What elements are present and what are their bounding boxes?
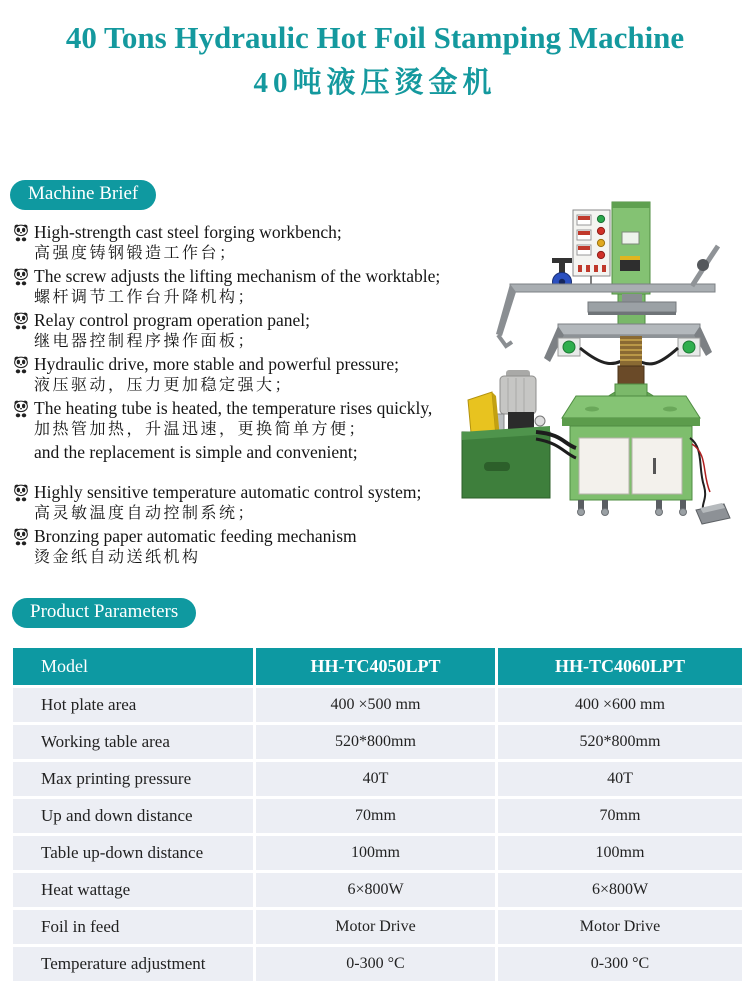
row-value: 6×800W [256,873,495,907]
row-label: Working table area [13,725,253,759]
row-value: 40T [498,762,742,796]
list-item [12,221,474,265]
row-value: 40T [256,762,495,796]
brief-item-zh: 高强度铸钢锻造工作台； [34,245,238,262]
row-value: 70mm [498,799,742,833]
parameters-table [13,648,742,981]
brief-item-zh: 液压驱动，压力更加稳定强大； [34,377,294,394]
row-value: 100mm [256,836,495,870]
list-item [12,265,474,309]
list-item [12,309,474,353]
table-header-model-2: HH-TC4060LPT [498,648,742,685]
table-header-model: Model [13,648,253,685]
machine-photo [452,186,748,540]
brief-item-en: High-strength cast steel forging workbench; [34,222,342,242]
panda-bullet-icon [12,356,30,374]
panda-bullet-icon [12,312,30,330]
list-item [12,525,474,569]
row-value: Motor Drive [498,910,742,944]
panda-bullet-icon [12,484,30,502]
row-label: Hot plate area [13,688,253,722]
machine-head-column [612,202,650,336]
panda-bullet-icon [12,224,30,242]
row-value: 400 ×600 mm [498,688,742,722]
list-item [12,397,474,463]
list-item [12,353,474,397]
row-label: Max printing pressure [13,762,253,796]
brief-item-zh: 烫金纸自动送纸机构 [34,549,201,566]
row-label: Foil in feed [13,910,253,944]
brief-item-en: Relay control program operation panel; [34,310,311,330]
row-label: Temperature adjustment [13,947,253,981]
brief-item-en: Hydraulic drive, more stable and powerful pressure; [34,354,399,374]
product-parameters-heading: Product Parameters [12,598,196,628]
row-value: 0-300 °C [498,947,742,981]
brief-item-en: The screw adjusts the lifting mechanism of the worktable; [34,266,441,286]
base-cabinet [562,396,700,516]
table-header-model-1: HH-TC4050LPT [256,648,495,685]
row-value: 100mm [498,836,742,870]
panda-bullet-icon [12,528,30,546]
brief-item-en2: and the replacement is simple and convenient; [34,442,358,462]
foot-pedal [690,438,730,524]
brief-item-zh: 高灵敏温度自动控制系统； [34,505,257,522]
row-value: 520*800mm [498,725,742,759]
list-item [12,481,474,525]
brief-item-en: The heating tube is heated, the temperature rises quickly, [34,398,433,418]
row-value: 0-300 °C [256,947,495,981]
row-value: 400 ×500 mm [256,688,495,722]
machine-control-panel [573,210,610,286]
panda-bullet-icon [12,400,30,418]
machine-brief-list [12,221,474,569]
page-title-english: 40 Tons Hydraulic Hot Foil Stamping Machine [65,20,685,55]
brief-item-zh: 继电器控制程序操作面板； [34,333,257,350]
row-value: Motor Drive [256,910,495,944]
row-label: Up and down distance [13,799,253,833]
brief-item-zh: 加热管加热，升温迅速，更换简单方便； [34,421,368,438]
brief-item-en: Bronzing paper automatic feeding mechanism [34,526,357,546]
row-value: 520*800mm [256,725,495,759]
panda-bullet-icon [12,268,30,286]
brief-item-en: Highly sensitive temperature automatic control system; [34,482,422,502]
row-value: 6×800W [498,873,742,907]
brief-item-zh: 螺杆调节工作台升降机构； [34,289,257,306]
row-label: Heat wattage [13,873,253,907]
machine-brief-heading: Machine Brief [10,180,156,210]
page-title-chinese: 40吨液压烫金机 [253,67,497,99]
hydraulic-power-unit [462,370,576,498]
row-value: 70mm [256,799,495,833]
row-label: Table up-down distance [13,836,253,870]
